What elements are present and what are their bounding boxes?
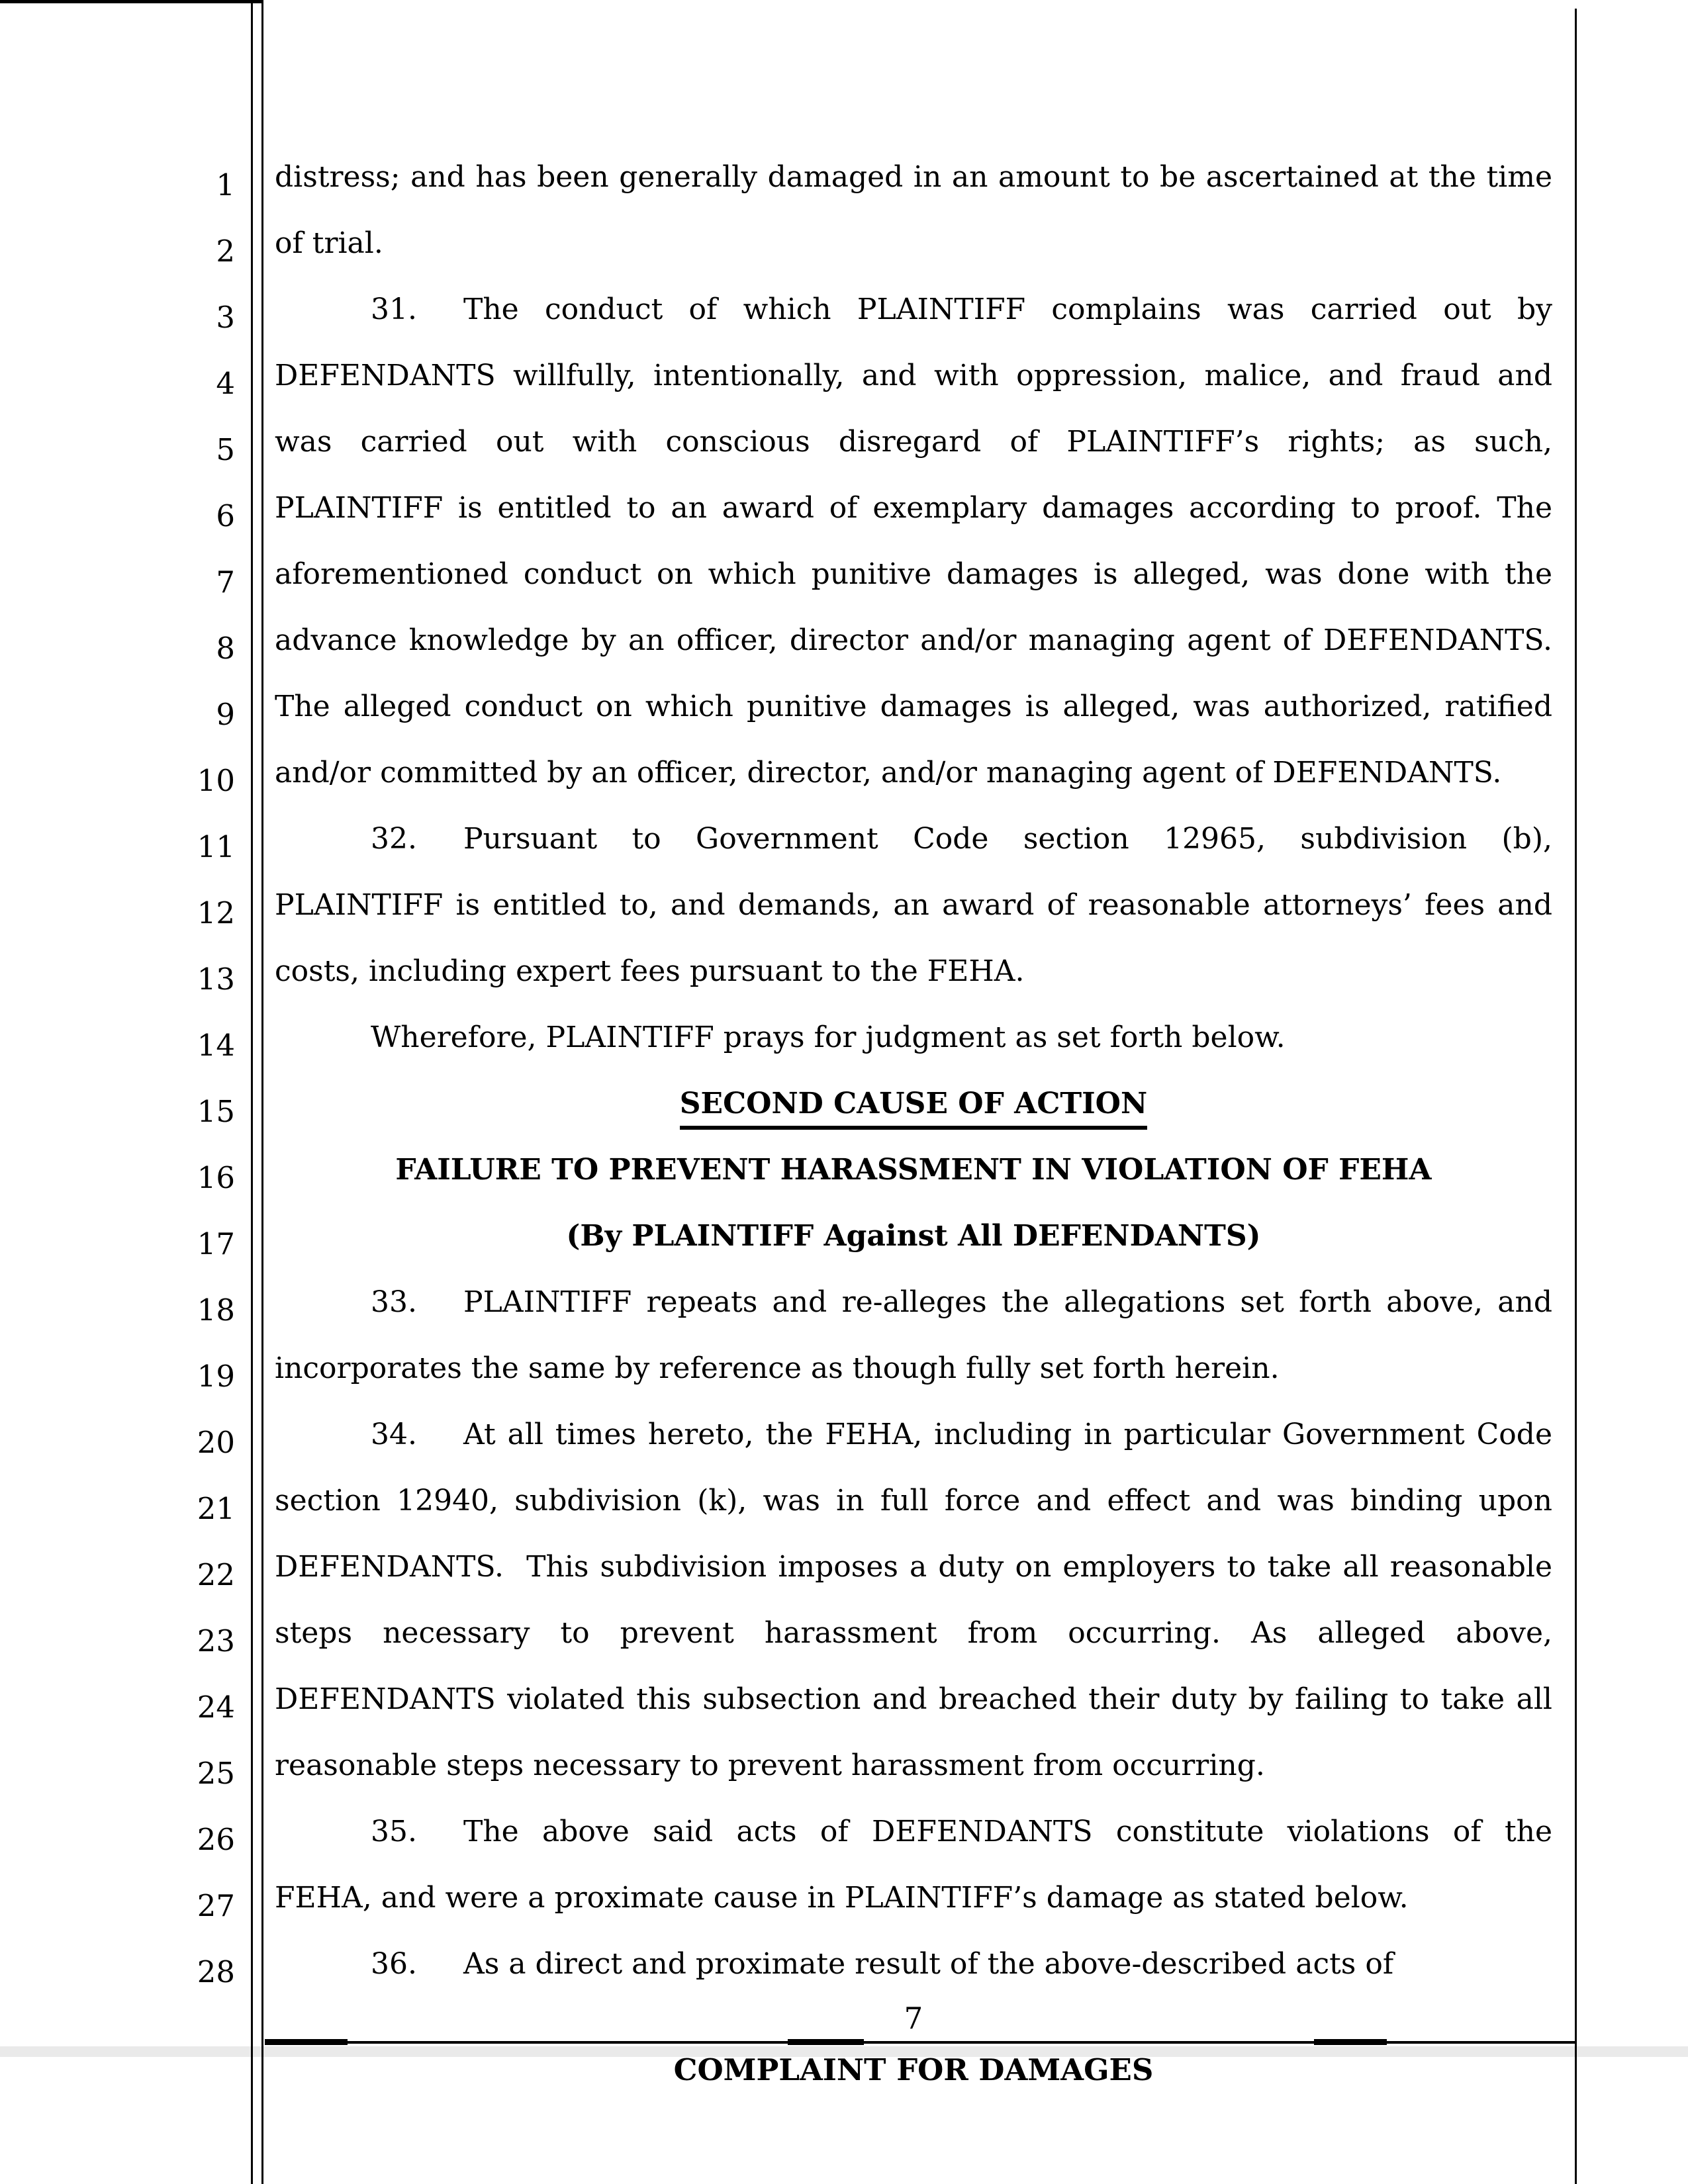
line-number: 16	[197, 1160, 235, 1195]
line-number: 5	[216, 432, 235, 467]
body-line: reasonable steps necessary to prevent harassment from occurring.	[275, 1749, 1265, 1782]
line-number: 27	[197, 1888, 235, 1923]
paragraph-number: 33.	[371, 1285, 417, 1319]
body-line: aforementioned conduct on which punitive damages is alleged, was done with the	[275, 557, 1552, 591]
paragraph-number: 34.	[371, 1418, 417, 1451]
line-number: 24	[197, 1690, 235, 1725]
body-line: 31. The conduct of which PLAINTIFF complains was carried out by	[371, 293, 1552, 326]
line-number: 12	[197, 895, 235, 931]
body-line: FAILURE TO PREVENT HARASSMENT IN VIOLATION OF FEHA	[395, 1153, 1432, 1187]
line-number: 17	[197, 1226, 235, 1261]
body-line: of trial.	[275, 226, 383, 260]
line-number: 2	[216, 234, 235, 269]
line-number: 26	[197, 1822, 235, 1857]
body-line: 34. At all times hereto, the FEHA, including in particular Government Code	[371, 1418, 1552, 1451]
pleading-left-rule-outer	[251, 0, 253, 2184]
body-line: 36. As a direct and proximate result of the above-described acts of	[371, 1947, 1394, 1981]
footer-rule-segment	[788, 2039, 864, 2045]
body-line: PLAINTIFF is entitled to, and demands, an award of reasonable attorneys’ fees and	[275, 888, 1552, 922]
body-line: PLAINTIFF is entitled to an award of exemplary damages according to proof. The	[275, 491, 1552, 525]
paragraph-number: 35.	[371, 1815, 417, 1848]
body-line: costs, including expert fees pursuant to the FEHA.	[275, 954, 1025, 988]
line-number: 22	[197, 1557, 235, 1592]
body-line: and/or committed by an officer, director, and/or managing agent of DEFENDANTS.	[275, 756, 1502, 790]
body-line: steps necessary to prevent harassment from occurring. As alleged above,	[275, 1616, 1552, 1650]
body-line: DEFENDANTS willfully, intentionally, and with oppression, malice, and fraud and	[275, 359, 1552, 392]
right-margin-rule	[1575, 9, 1577, 2184]
body-line: section 12940, subdivision (k), was in full force and effect and was binding upon	[275, 1484, 1552, 1518]
line-number: 23	[197, 1623, 235, 1659]
pleading-left-rule-inner	[261, 0, 263, 2184]
line-number: 15	[197, 1094, 235, 1129]
body-line: was carried out with conscious disregard of PLAINTIFF’s rights; as such,	[275, 425, 1552, 459]
line-number: 28	[197, 1954, 235, 1989]
body-line: DEFENDANTS. This subdivision imposes a duty on employers to take all reasonable	[275, 1550, 1552, 1584]
line-number: 20	[197, 1425, 235, 1460]
body-line: 33. PLAINTIFF repeats and re-alleges the allegations set forth above, and	[371, 1285, 1552, 1319]
line-number: 3	[216, 300, 235, 335]
body-line: DEFENDANTS violated this subsection and breached their duty by failing to take all	[275, 1682, 1552, 1716]
line-number: 11	[197, 829, 235, 864]
body-line: 32. Pursuant to Government Code section 12965, subdivision (b),	[371, 822, 1552, 856]
line-number: 8	[216, 631, 235, 666]
body-line: advance knowledge by an officer, director and/or managing agent of DEFENDANTS.	[275, 623, 1552, 657]
paragraph-number: 31.	[371, 293, 417, 326]
paragraph-number: 32.	[371, 822, 417, 856]
line-number: 18	[197, 1293, 235, 1328]
line-number: 25	[197, 1756, 235, 1791]
paragraph-number: 36.	[371, 1947, 417, 1981]
underlined-heading-text: SECOND CAUSE OF ACTION	[680, 1084, 1147, 1130]
page-number: 7	[904, 2001, 923, 2036]
footer-title: COMPLAINT FOR DAMAGES	[673, 2052, 1154, 2087]
footer-rule-segment	[1314, 2039, 1387, 2045]
line-number: 19	[197, 1359, 235, 1394]
body-line: FEHA, and were a proximate cause in PLAINTIFF’s damage as stated below.	[275, 1881, 1409, 1915]
line-number: 10	[197, 763, 235, 798]
line-number: 4	[216, 366, 235, 401]
line-number: 1	[216, 167, 235, 203]
body-line: 35. The above said acts of DEFENDANTS constitute violations of the	[371, 1815, 1552, 1848]
body-line: (By PLAINTIFF Against All DEFENDANTS)	[566, 1219, 1261, 1253]
body-line: distress; and has been generally damaged in an amount to be ascertained at the time	[275, 160, 1552, 194]
line-number: 21	[197, 1491, 235, 1526]
line-number: 6	[216, 498, 235, 533]
body-line: The alleged conduct on which punitive damages is alleged, was authorized, ratified	[275, 690, 1552, 723]
line-number: 14	[197, 1028, 235, 1063]
body-line: incorporates the same by reference as though fully set forth herein.	[275, 1351, 1280, 1385]
footer-rule-segment	[265, 2039, 348, 2045]
line-number: 7	[216, 565, 235, 600]
body-line	[275, 1084, 1552, 1126]
top-edge-rule	[0, 0, 263, 3]
line-number: 9	[216, 697, 235, 732]
body-line: Wherefore, PLAINTIFF prays for judgment as set forth below.	[371, 1021, 1286, 1054]
line-number: 13	[197, 962, 235, 997]
